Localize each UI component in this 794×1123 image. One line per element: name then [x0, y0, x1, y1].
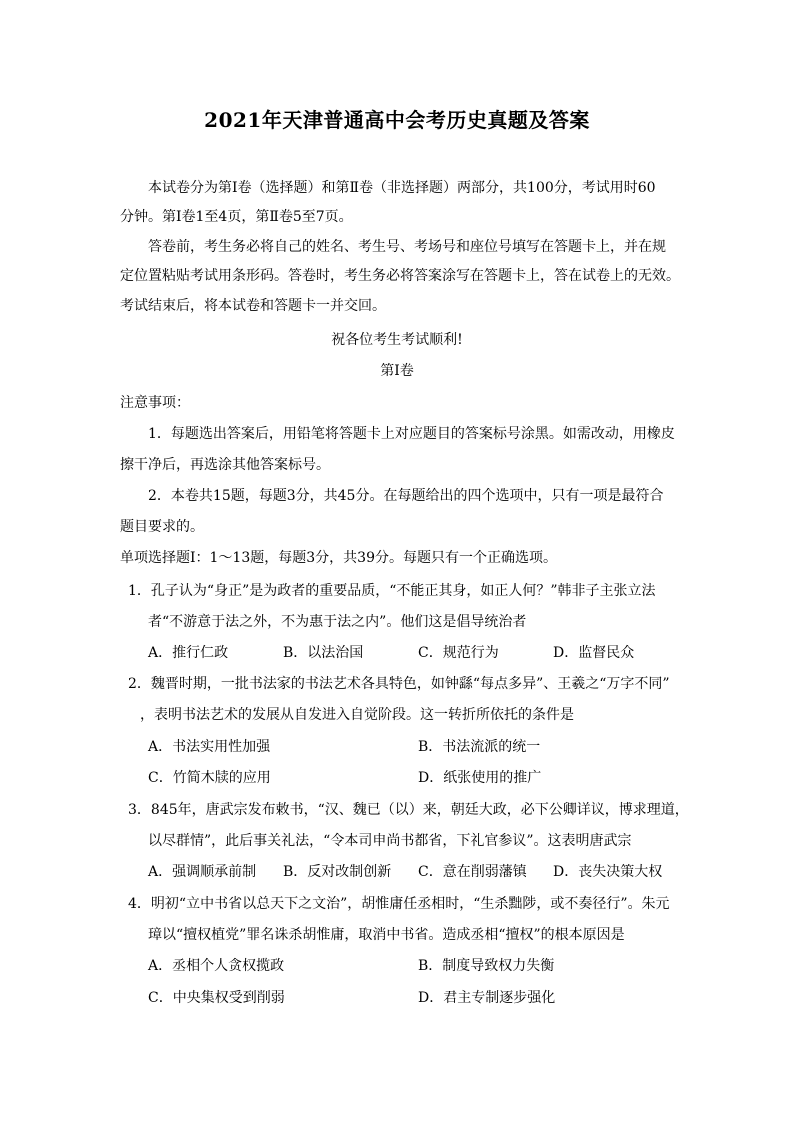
question-3-option-c: C．意在削弱藩镇 [418, 864, 527, 880]
question-4-option-c: C．中央集权受到削弱 [148, 990, 285, 1006]
part-title: 第Ⅰ卷 [380, 363, 414, 379]
intro-line: 考试结束后，将本试卷和答题卡一并交回。 [120, 298, 386, 314]
question-3-stem: 以尽群情”，此后事关礼法，“令本司申尚书都省，下礼官参议”。这表明唐武宗 [148, 833, 632, 849]
note-line: 擦干净后，再选涂其他答案标号。 [120, 457, 330, 473]
note-line: 题目要求的。 [120, 519, 204, 535]
question-3-option-b: B．反对改制创新 [283, 864, 392, 880]
notes-header: 注意事项： [120, 395, 190, 411]
question-1-option-a: A．推行仁政 [148, 645, 229, 661]
document-title: 2021年天津普通高中会考历史真题及答案 [204, 108, 590, 132]
question-2-option-b: B．书法流派的统一 [418, 739, 541, 755]
intro-line: 分钟。第Ⅰ卷1至4页，第Ⅱ卷5至7页。 [120, 209, 353, 225]
intro-line: 本试卷分为第Ⅰ卷（选择题）和第Ⅱ卷（非选择题）两部分，共100分，考试用时60 [148, 180, 656, 196]
note-line: 2．本卷共15题，每题3分，共45分。在每题给出的四个选项中，只有一项是最符合 [148, 488, 664, 504]
question-1-option-b: B．以法治国 [283, 645, 364, 661]
intro-line: 定位置粘贴考试用条形码。答卷时，考生务必将答案涂写在答题卡上，答在试卷上的无效。 [120, 268, 680, 284]
question-3-option-a: A．强调顺承前制 [148, 864, 257, 880]
question-1-stem: 者“不游意于法之外，不为惠于法之内”。他们这是倡导统治者 [148, 614, 527, 630]
question-1-option-d: D．监督民众 [553, 645, 635, 661]
question-1-option-c: C．规范行为 [418, 645, 499, 661]
note-line: 1．每题选出答案后，用铅笔将答题卡上对应题目的答案标号涂黑。如需改动，用橡皮 [148, 426, 675, 442]
question-2-option-c: C．竹简木牍的应用 [148, 770, 271, 786]
question-3-option-d: D．丧失决策大权 [553, 864, 663, 880]
good-luck-wish: 祝各位考生考试顺利! [331, 332, 463, 348]
question-2-option-a: A．书法实用性加强 [148, 739, 271, 755]
question-2-option-d: D．纸张使用的推广 [418, 770, 542, 786]
question-4-stem: 璋以“擅权植党”罪名诛杀胡惟庸，取消中书省。造成丞相“擅权”的根本原因是 [148, 927, 625, 943]
question-4-option-a: A．丞相个人贪权揽政 [148, 958, 285, 974]
question-4-option-b: B．制度导致权力失衡 [418, 958, 555, 974]
section-header: 单项选择题Ⅰ：1～13题，每题3分，共39分。每题只有一个正确选项。 [120, 550, 557, 566]
question-4-stem: 4．明初“立中书省以总天下之文治”，胡惟庸任丞相时，“生杀黜陟，或不奏径行”。朱元 [128, 896, 670, 912]
question-1-stem: 1．孔子认为“身正”是为政者的重要品质，“不能正其身，如正人何？”韩非子主张立法 [128, 583, 656, 599]
question-4-option-d: D．君主专制逐步强化 [418, 990, 556, 1006]
question-2-stem: ，表明书法艺术的发展从自发进入自觉阶段。这一转折所依托的条件是 [140, 707, 574, 723]
intro-line: 答卷前，考生务必将自己的姓名、考生号、考场号和座位号填写在答题卡上，并在规 [148, 239, 666, 255]
question-3-stem: 3．845年，唐武宗发布敕书，“汉、魏已（以）来，朝廷大政，必下公卿详议，博求理道， [128, 802, 689, 818]
question-2-stem: 2．魏晋时期，一批书法家的书法艺术各具特色，如钟繇“每点多异”、王羲之“万字不同” [128, 676, 670, 692]
